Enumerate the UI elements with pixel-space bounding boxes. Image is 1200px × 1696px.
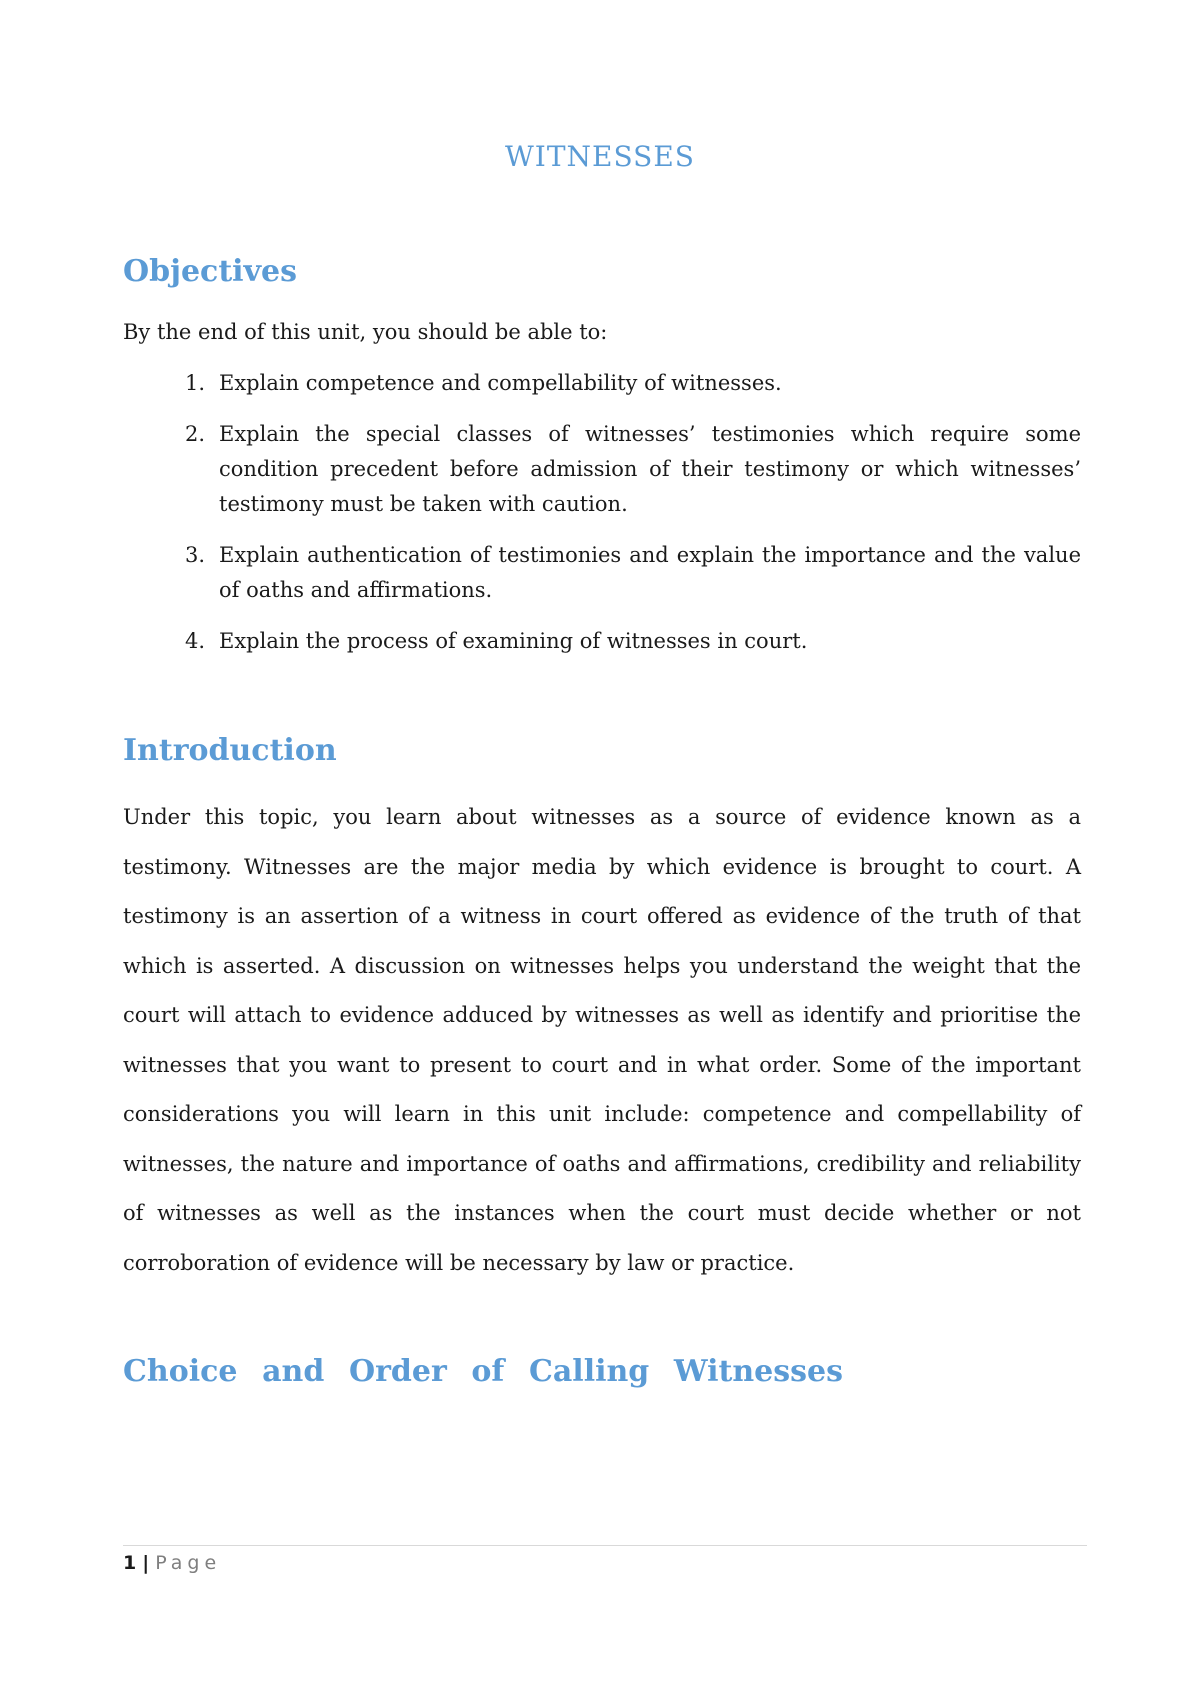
heading-word: Witnesses: [673, 1354, 843, 1389]
objective-item-2: [123, 417, 1081, 522]
objective-text: Explain authentication of testimonies and explain the importance and the value of oaths and affirmations.: [219, 543, 1081, 602]
heading-word: Calling: [528, 1354, 650, 1389]
objective-number: 2.: [184, 422, 205, 446]
objective-text: Explain the process of examining of witnesses in court.: [219, 629, 808, 653]
document-title: WITNESSES: [505, 140, 695, 173]
objective-text: Explain the special classes of witnesses’ testimonies which require some condition precedent before admission of their testimony or which witnesses’ testimony must be taken with caution.: [219, 422, 1081, 516]
objective-number: 3.: [184, 543, 205, 567]
page-footer: [123, 1552, 221, 1574]
objective-item-4: [123, 624, 1081, 659]
introduction-paragraph: Under this topic, you learn about witnesses as a source of evidence known as a testimony. Witnesses are the major media by which evidence is brought to court. A testimony is an assertion of a witness in court offered as evidence of the truth of that which is asserted. A discussion on witnesses helps you understand the weight that the court will attach to evidence adduced by witnesses as well as identify and prioritise the witnesses that you want to present to court and in what order. Some of the important considerations you will learn in this unit include: competence and compellability of witnesses, the nature and importance of oaths and affirmations, credibility and reliability of witnesses as well as the instances when the court must decide whether or not corroboration of evidence will be necessary by law or practice.: [123, 805, 1081, 1275]
heading-word: and: [262, 1354, 325, 1389]
heading-word: of: [471, 1354, 505, 1389]
objective-number: 1.: [184, 371, 205, 395]
objectives-intro: By the end of this unit, you should be able to:: [123, 320, 608, 344]
footer-page-label: Page: [155, 1552, 222, 1574]
footer-separator: |: [142, 1552, 150, 1574]
objectives-heading: Objectives: [123, 254, 297, 289]
objectives-list: [123, 366, 1081, 675]
heading-word: Choice: [123, 1354, 238, 1389]
choice-and-order-heading: [123, 1354, 843, 1389]
footer-divider: [123, 1545, 1087, 1546]
objective-item-1: [123, 366, 1081, 401]
objective-number: 4.: [184, 629, 205, 653]
objective-item-3: [123, 538, 1081, 608]
introduction-heading: Introduction: [123, 733, 337, 768]
objective-text: Explain competence and compellability of witnesses.: [219, 371, 782, 395]
heading-word: Order: [348, 1354, 447, 1389]
page-number: 1: [123, 1552, 137, 1574]
